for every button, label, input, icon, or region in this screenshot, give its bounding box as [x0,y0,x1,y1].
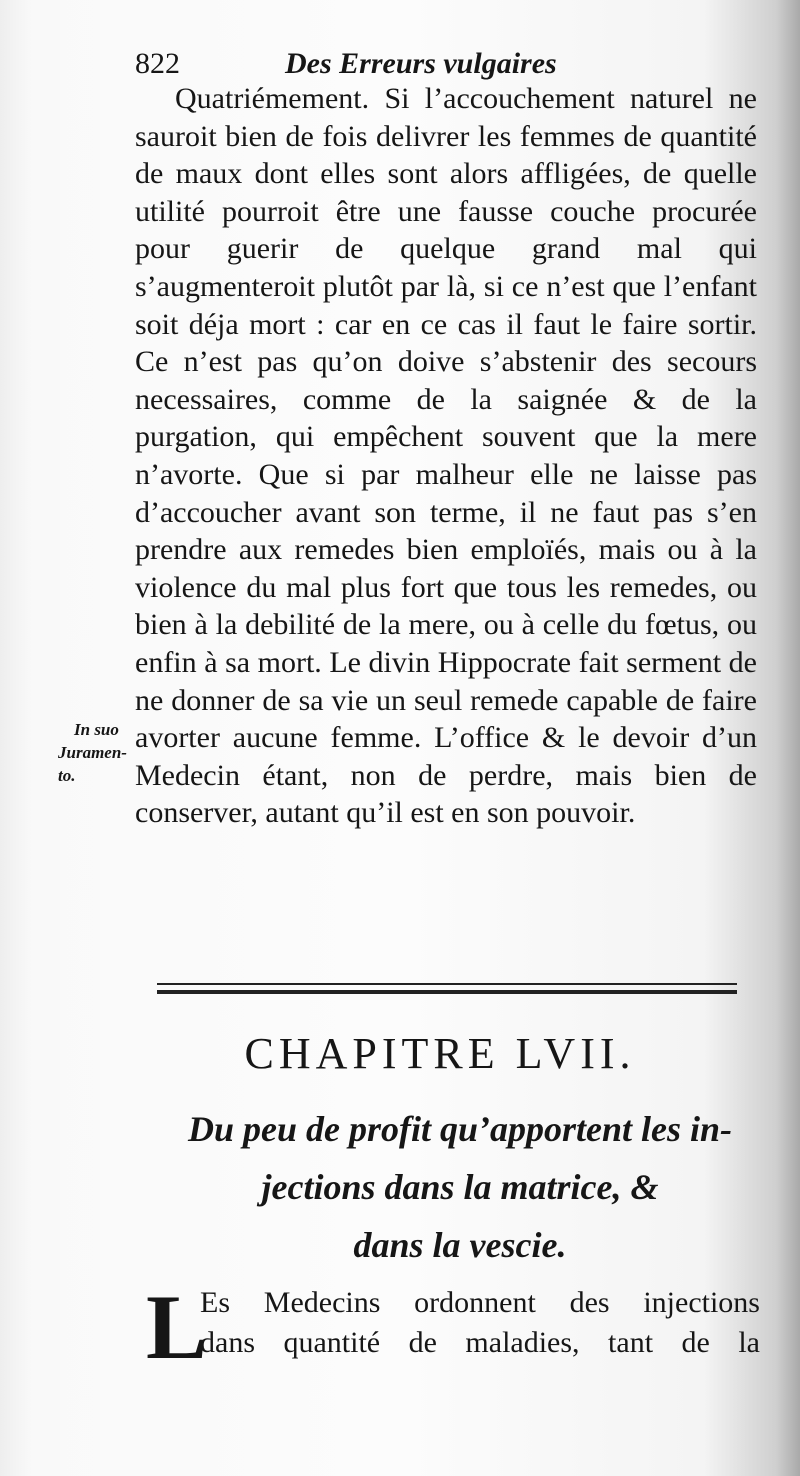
chapter-subtitle [150,1100,770,1274]
page-number: 822 [135,47,180,80]
subtitle-line: dans la vescie. [353,1225,567,1265]
main-text [135,80,757,832]
drop-cap: L [146,1276,208,1378]
chapter-heading: CHAPITRE LVII. [244,1029,636,1078]
opening-line: Es Medecins ordonnent des injections [200,1286,760,1319]
page-header [135,44,635,84]
margin-note [58,718,140,787]
margin-note-line: to. [58,766,76,785]
subtitle-line: jections dans la matrice, & [261,1167,659,1207]
opening-line: dans quantité de maladies, tant de la [200,1326,760,1359]
chapter-opening [200,1283,760,1363]
running-title: Des Erreurs vulgaires [285,47,557,80]
subtitle-line: Du peu de profit qu’apportent les in- [187,1109,733,1149]
margin-note-line: In suo [74,720,119,739]
paragraph: Quatriémement. Si l’accouchement naturel ne sauroit bien de fois delivrer les femmes de quantité de maux dont elles sont alors affligées, de quelle utilité pourroit être une fausse couche procurée pour guerir de quelque grand mal qui s’augmenteroit plutôt par là, si ce n’est que l’enfant soit déja mort : car en ce cas il faut le faire sortir. Ce n’est pas qu’on doive s’abstenir des secours necessaires, comme de la saignée & de la purgation, qui empêchent souvent que la mere n’avorte. Que si par malheur elle ne laisse pas d’accoucher avant son terme, il ne faut pas s’en prendre aux remedes bien emploïés, mais ou à la violence du mal plus fort que tous les remedes, ou bien à la debilité de la mere, ou à celle du fœtus, ou enfin à sa mort. Le divin Hippocrate fait serment de ne donner de sa vie un seul remede capable de faire avorter aucune femme. L’office & le devoir d’un Medecin étant, non de perdre, mais bien de conserver, autant qu’il est en son pouvoir. [135,82,757,830]
section-rule [157,983,737,985]
section-rule-thick [157,990,737,994]
margin-note-line: Juramen- [58,743,127,762]
